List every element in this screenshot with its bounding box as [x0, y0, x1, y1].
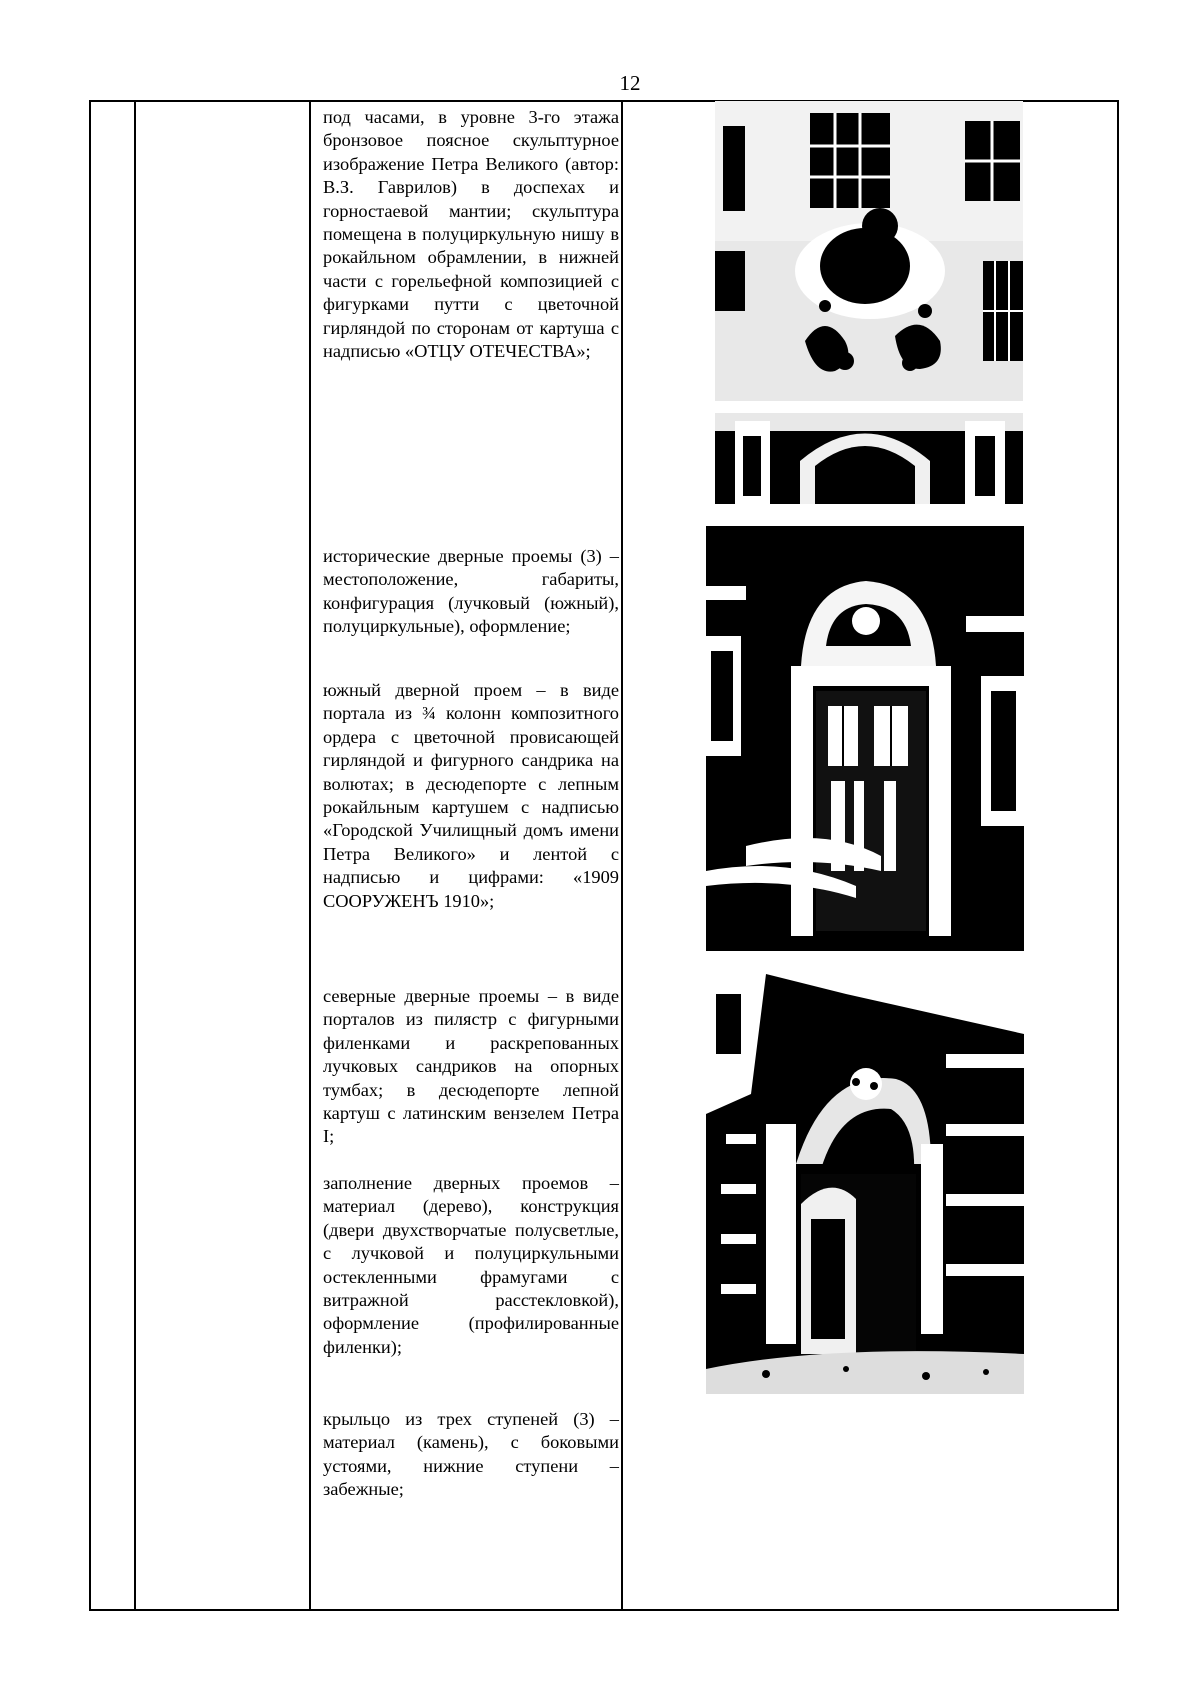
paragraph-doorways: исторические дверные проемы (3) – местоположение, габариты, конфигурация (лучковый (южный), полуциркульные), оформление;: [323, 546, 619, 637]
page-number: 12: [619, 71, 641, 95]
south-doorway-photo: [706, 526, 1024, 951]
paragraph-north-doorways: северные дверные проемы – в виде порталов из пилястр с фигурными филенками и раскрепованных лучковых сандриков на опорных тумбах; в десюдепорте лепной картуш с латинским вензелем Петра I;: [323, 986, 619, 1147]
column-divider-1: [134, 102, 136, 1609]
paragraph-door-filling: заполнение дверных проемов – материал (дерево), конструкция (двери двухстворчатые полусветлые, с лучковой и полуциркульными остекленными фрамугами с витражной расстекловкой), оформление (профилированные филенки);: [323, 1173, 619, 1357]
column-divider-2: [309, 102, 311, 1609]
north-doorway-photo: [706, 974, 1024, 1394]
column-divider-3: [621, 102, 623, 1609]
facade-sculpture-photo: [715, 101, 1023, 504]
paragraph-porch: крыльцо из трех ступеней (3) – материал (камень), с боковыми устоями, нижние ступени – забежные;: [323, 1409, 619, 1500]
paragraph-south-doorway: южный дверной проем – в виде портала из ¾ колонн композитного ордера с цветочной провисающей гирляндой и фигурного сандрика на волютах; в десюдепорте с лепным рокайльным картушем с надписью «Городской Училищный домъ имени Петра Великого» и лентой с надписью и цифрами: «1909 СООРУЖЕНЪ 1910»;: [323, 680, 619, 911]
paragraph-sculpture: под часами, в уровне 3-го этажа бронзовое поясное скульптурное изображение Петра Великого (автор: В.З. Гаврилов) в доспехах и горностаевой мантии; скульптура помещена в полуциркульную нишу в рокайльном обрамлении, в нижней части с горельефной композицией с фигурками путти с цветочной гирляндой по сторонам от картуша с надписью «ОТЦУ ОТЕЧЕСТВА»;: [323, 107, 619, 362]
